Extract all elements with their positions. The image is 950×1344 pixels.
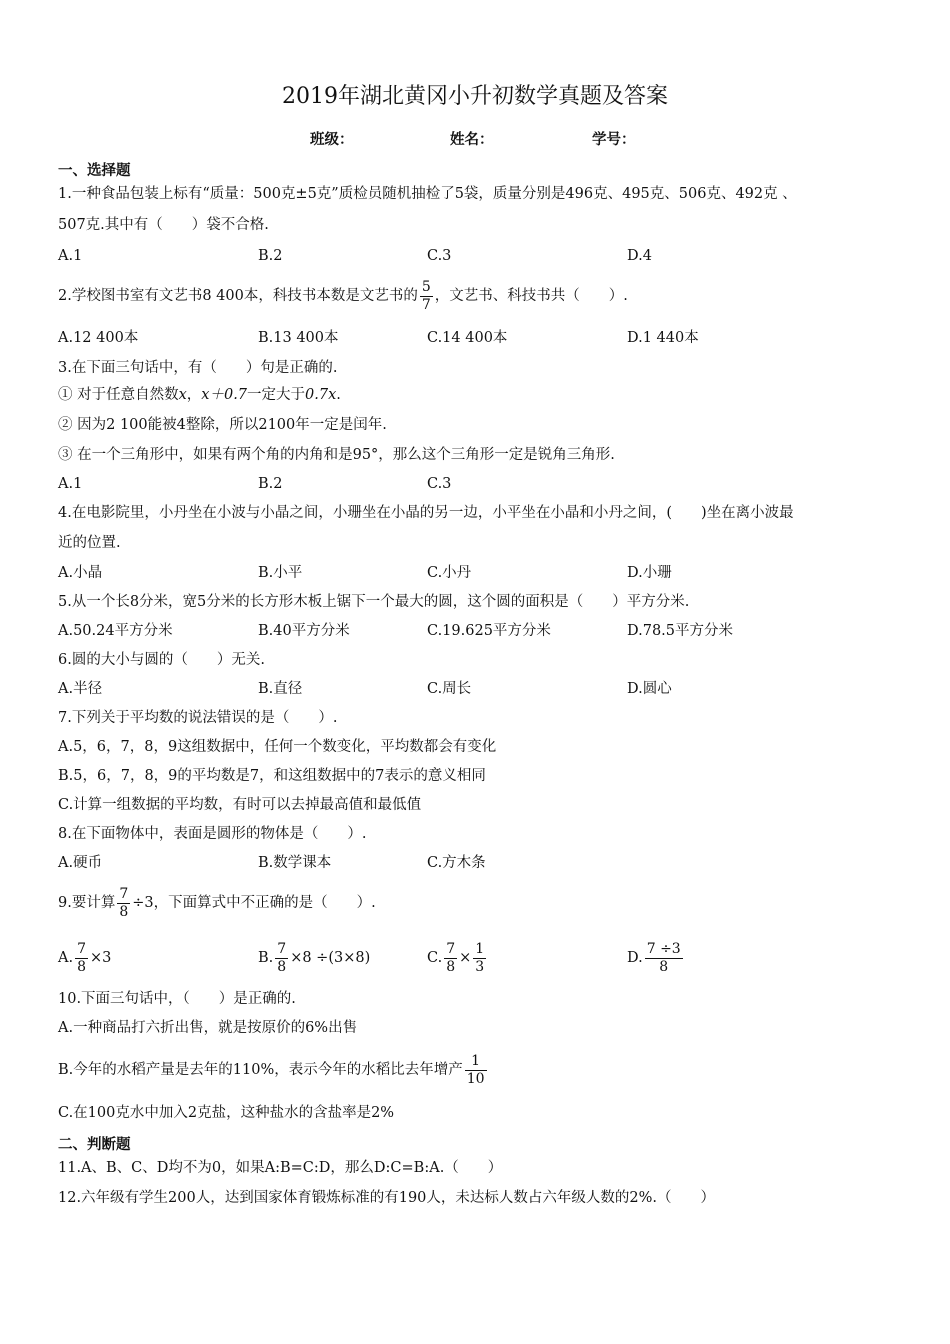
q11-expr-2: D:C=B:A bbox=[373, 1160, 440, 1176]
q9-text-pre: 9.要计算 bbox=[58, 895, 116, 911]
q9-option-b bbox=[258, 940, 370, 976]
q3-s1-expr-2: 0.7x bbox=[305, 387, 337, 403]
question-4-line-2: 近的位置. bbox=[58, 535, 121, 551]
q11-text-post: .（ ） bbox=[439, 1160, 503, 1176]
section-heading-choice: 一、选择题 bbox=[58, 163, 131, 179]
q10-option-c: C.在100克水中加入2克盐，这种盐水的含盐率是2% bbox=[58, 1105, 395, 1121]
q7-option-a: A.5，6，7，8，9这组数据中，任何一个数变化，平均数都会有变化 bbox=[58, 739, 497, 755]
q9-text-post: ，下面算式中不正确的是（ ）. bbox=[153, 895, 376, 911]
q9-c-num-2: 1 bbox=[475, 940, 485, 957]
q7-option-c: C.计算一组数据的平均数，有时可以去掉最高值和最低值 bbox=[58, 797, 422, 813]
q10-b-den: 10 bbox=[466, 1070, 485, 1087]
q9-a-tail: ×3 bbox=[90, 950, 112, 966]
q9-a-num: 7 bbox=[77, 940, 87, 957]
q9-d-num: 7 ÷3 bbox=[646, 940, 681, 957]
question-7-stem: 7.下列关于平均数的说法错误的是（ ）. bbox=[58, 710, 338, 726]
question-9-stem bbox=[58, 885, 910, 921]
q2-option-b: B.13 400本 bbox=[258, 330, 339, 346]
q9-fraction bbox=[117, 886, 130, 921]
q9-c-fraction-2 bbox=[473, 941, 486, 976]
q3-s1-end: . bbox=[336, 387, 341, 403]
q9-op: ÷3 bbox=[132, 895, 154, 911]
q10-b-num: 1 bbox=[471, 1052, 481, 1069]
q9-frac-den: 8 bbox=[119, 903, 129, 920]
q5-option-a: A.50.24平方分米 bbox=[58, 623, 173, 639]
q5-option-c: C.19.625平方分米 bbox=[427, 623, 551, 639]
q2-fraction bbox=[420, 279, 433, 314]
q1-option-a: A.1 bbox=[58, 248, 83, 264]
q5-option-b: B.40平方分米 bbox=[258, 623, 350, 639]
question-5-stem: 5.从一个长8分米，宽5分米的长方形木板上锯下一个最大的圆，这个圆的面积是（ ）平方分米. bbox=[58, 594, 690, 610]
q9-option-d bbox=[627, 940, 685, 976]
q5-option-d: D.78.5平方分米 bbox=[627, 623, 734, 639]
question-3-stem: 3.在下面三句话中，有（ ）句是正确的. bbox=[58, 360, 338, 376]
question-3-statement-3: ③ 在一个三角形中，如果有两个角的内角和是95°，那么这个三角形一定是锐角三角形. bbox=[58, 447, 615, 463]
question-3-statement-1 bbox=[58, 385, 910, 405]
q2-text-post: ，文艺书、科技书共（ ）. bbox=[434, 288, 628, 304]
question-1-line-2: 507克.其中有（ ）袋不合格. bbox=[58, 217, 269, 233]
question-8-stem: 8.在下面物体中，表面是圆形的物体是（ ）. bbox=[58, 826, 367, 842]
q2-option-d: D.1 440本 bbox=[627, 330, 699, 346]
q11-expr-1: A:B=C:D bbox=[264, 1160, 331, 1176]
q8-option-b: B.数学课本 bbox=[258, 855, 332, 871]
q8-option-c: C.方木条 bbox=[427, 855, 486, 871]
q9-b-den: 8 bbox=[277, 958, 287, 975]
question-12: 12.六年级有学生200人，达到国家体育锻炼标准的有190人，未达标人数占六年级人数的2%.（ ） bbox=[58, 1190, 716, 1206]
q4-option-a: A.小晶 bbox=[58, 565, 103, 581]
q9-d-fraction bbox=[645, 941, 683, 976]
q2-frac-den: 7 bbox=[421, 296, 431, 313]
q4-option-b: B.小平 bbox=[258, 565, 303, 581]
q3-s1-expr: x＋0.7 bbox=[201, 387, 248, 403]
q11-text-mid: ，那么 bbox=[330, 1160, 374, 1176]
q2-frac-num: 5 bbox=[421, 278, 431, 295]
q6-option-d: D.圆心 bbox=[627, 681, 672, 697]
q9-a-den: 8 bbox=[77, 958, 87, 975]
q1-option-c: C.3 bbox=[427, 248, 452, 264]
q9-c-fraction-1 bbox=[444, 941, 457, 976]
q9-c-den-1: 8 bbox=[446, 958, 456, 975]
student-id-label: 学号： bbox=[592, 132, 636, 148]
q3-option-c: C.3 bbox=[427, 476, 452, 492]
question-4-line-1: 4.在电影院里，小丹坐在小波与小晶之间，小珊坐在小晶的另一边，小平坐在小晶和小丹之间，( )坐在离小波最 bbox=[58, 505, 794, 521]
q6-option-b: B.直径 bbox=[258, 681, 303, 697]
q6-option-c: C.周长 bbox=[427, 681, 472, 697]
q3-s1-var: x bbox=[178, 387, 187, 403]
q11-text-pre: 11.A、B、C、D均不为0，如果 bbox=[58, 1160, 265, 1176]
q9-c-num-1: 7 bbox=[446, 940, 456, 957]
section-heading-judge: 二、判断题 bbox=[58, 1137, 131, 1153]
q2-option-a: A.12 400本 bbox=[58, 330, 139, 346]
q6-option-a: A.半径 bbox=[58, 681, 103, 697]
question-6-stem: 6.圆的大小与圆的（ ）无关. bbox=[58, 652, 265, 668]
q1-option-b: B.2 bbox=[258, 248, 283, 264]
q2-option-c: C.14 400本 bbox=[427, 330, 508, 346]
q9-d-den: 8 bbox=[645, 958, 683, 976]
q3-s1-text-2: 一定大于 bbox=[247, 387, 306, 403]
q9-b-label: B. bbox=[258, 950, 274, 966]
q9-option-c bbox=[427, 940, 488, 976]
q9-c-op: × bbox=[459, 950, 472, 966]
class-label: 班级： bbox=[310, 132, 354, 148]
q1-option-d: D.4 bbox=[627, 248, 652, 264]
q9-b-num: 7 bbox=[277, 940, 287, 957]
q2-text-pre: 2.学校图书室有文艺书8 400本，科技书本数是文艺书的 bbox=[58, 288, 418, 304]
question-1-line-1: 1.一种食品包装上标有“质量：500克±5克”质检员随机抽检了5袋，质量分别是496克、495克、506克、492克 、 bbox=[58, 186, 797, 202]
q4-option-c: C.小丹 bbox=[427, 565, 472, 581]
q3-option-b: B.2 bbox=[258, 476, 283, 492]
q9-c-den-2: 3 bbox=[475, 958, 485, 975]
q9-frac-num: 7 bbox=[119, 885, 129, 902]
question-10-stem: 10.下面三句话中，（ ）是正确的. bbox=[58, 991, 296, 1007]
q9-d-label: D. bbox=[627, 950, 643, 966]
name-label: 姓名： bbox=[450, 132, 494, 148]
question-2 bbox=[58, 278, 910, 314]
q3-s1-sep: ， bbox=[186, 387, 202, 403]
q9-option-a bbox=[58, 940, 111, 976]
question-3-statement-2: ② 因为2 100能被4整除，所以2100年一定是闰年. bbox=[58, 417, 387, 433]
q10-option-b bbox=[58, 1050, 910, 1090]
q10-option-a: A.一种商品打六折出售，就是按原价的6%出售 bbox=[58, 1020, 358, 1036]
q9-a-label: A. bbox=[58, 950, 74, 966]
q8-option-a: A.硬币 bbox=[58, 855, 103, 871]
q9-c-label: C. bbox=[427, 950, 443, 966]
q9-b-fraction bbox=[275, 941, 288, 976]
q9-b-tail: ×8 ÷(3×8) bbox=[290, 950, 371, 966]
q10-b-fraction bbox=[465, 1053, 487, 1088]
q7-option-b: B.5，6，7，8，9的平均数是7，和这组数据中的7表示的意义相同 bbox=[58, 768, 486, 784]
q10-b-text: B.今年的水稻产量是去年的110%，表示今年的水稻比去年增产 bbox=[58, 1062, 463, 1078]
page-title: 2019年湖北黄冈小升初数学真题及答案 bbox=[282, 84, 668, 109]
q3-s1-text: ① 对于任意自然数 bbox=[58, 387, 179, 403]
q3-option-a: A.1 bbox=[58, 476, 83, 492]
question-11 bbox=[58, 1158, 910, 1178]
q4-option-d: D.小珊 bbox=[627, 565, 672, 581]
q9-a-fraction bbox=[75, 941, 88, 976]
